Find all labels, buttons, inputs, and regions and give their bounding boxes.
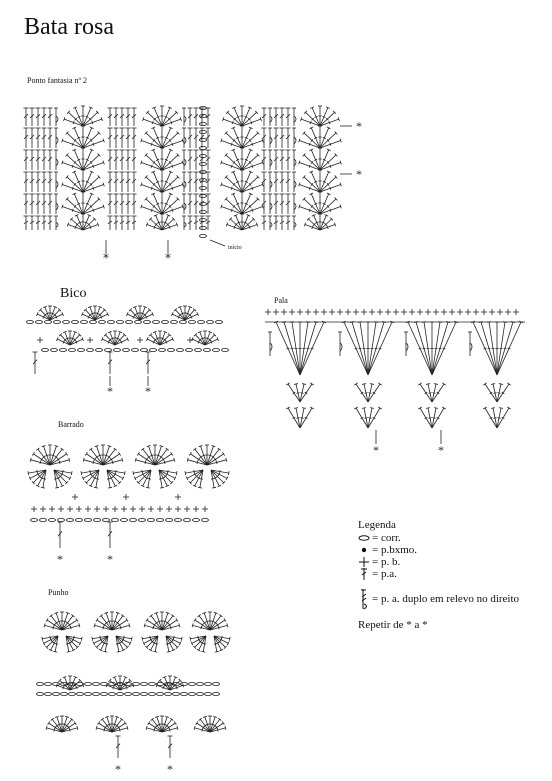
fan-stitch-bar — [201, 626, 202, 629]
fan-stitch-top — [179, 623, 180, 627]
fan-stitch-bar — [113, 686, 114, 689]
fan-stitch-top — [144, 623, 145, 627]
fan-stitch-bar — [70, 626, 71, 629]
double-crochet-icon — [358, 568, 372, 580]
punho-chain — [93, 682, 100, 685]
fan-stitch-top — [215, 651, 219, 652]
punho-chain — [141, 682, 148, 685]
fan-stitch-bar — [126, 686, 127, 689]
fan-stitch-top — [74, 721, 76, 724]
legend — [358, 518, 519, 632]
punho-chain — [141, 692, 148, 695]
fan-stitch-bar — [155, 644, 158, 645]
punho-chain — [205, 692, 212, 695]
fan-stitch-bar — [53, 626, 54, 629]
fan-stitch-top — [42, 637, 43, 641]
legend-item-dc — [358, 568, 519, 580]
repeat-star: * — [107, 384, 113, 398]
fan-stitch-top — [98, 721, 100, 724]
front-post-double-icon — [358, 588, 372, 610]
fan-stitch-top — [153, 651, 157, 652]
fan-stitch-bar — [105, 644, 108, 645]
fan-stitch-top — [201, 651, 205, 652]
slip-stitch-icon — [358, 544, 372, 556]
fan-stitch-bar — [63, 686, 64, 689]
barrado-label: Barrado — [58, 420, 84, 429]
fan-stitch-top — [131, 637, 132, 641]
legend-text-sc: = p. b. — [372, 556, 401, 568]
fan-stitch-top — [129, 623, 130, 627]
fan-stitch-bar — [120, 626, 121, 629]
fan-stitch-top — [190, 637, 191, 641]
ponto-fantasia-label: Ponto fantasia nº 2 — [27, 76, 88, 85]
fan-stitch-top — [67, 651, 71, 652]
fan-stitch-top — [48, 721, 50, 724]
fan-stitch-bar — [76, 686, 77, 689]
punho-chain — [133, 692, 140, 695]
repeat-note: Repetir de * a * — [358, 619, 428, 631]
fan-stitch-top — [181, 637, 182, 641]
fan-stitch-top — [124, 721, 126, 724]
fan-stitch-bar — [211, 621, 214, 622]
fan-stitch-top — [229, 637, 230, 641]
fan-stitch-top — [79, 623, 80, 627]
fan-stitch-bar — [113, 621, 116, 622]
legend-item-fpdc — [358, 588, 519, 610]
fan-stitch-bar — [170, 626, 171, 629]
punho-chain — [125, 692, 132, 695]
fan-stitch-bar — [154, 728, 155, 731]
fan-stitch-bar — [158, 621, 161, 622]
fan-stitch-bar — [74, 636, 75, 639]
fan-stitch-top — [44, 623, 45, 627]
fan-stitch-top — [76, 618, 78, 621]
punho-chain — [149, 692, 156, 695]
punho-chain — [213, 692, 220, 695]
repeat-star: * — [103, 251, 109, 265]
punho-chain — [101, 692, 108, 695]
punho-label: Punho — [48, 588, 69, 597]
punho-chain — [53, 682, 60, 685]
legend-title: Legenda — [358, 519, 396, 531]
punho-chain — [181, 692, 188, 695]
fan-stitch-top — [222, 721, 224, 724]
repeat-star: * — [167, 762, 173, 776]
punho-chain — [85, 692, 92, 695]
punho-chain — [133, 682, 140, 685]
fan-stitch-top — [227, 623, 228, 627]
fan-stitch-bar — [222, 636, 223, 639]
fan-stitch-bar — [63, 621, 66, 622]
punho-chain — [53, 692, 60, 695]
legend-text-slip: = p.bxmo. — [372, 544, 418, 556]
fan-stitch-top — [146, 618, 148, 621]
punho-chain — [149, 682, 156, 685]
fan-stitch-top — [167, 651, 171, 652]
fan-stitch-top — [126, 618, 128, 621]
punho-chain — [101, 682, 108, 685]
fan-stitch-top — [194, 726, 195, 730]
fan-stitch-top — [96, 726, 97, 730]
repeat-star: * — [115, 762, 121, 776]
punho-chain — [197, 692, 204, 695]
punho-chain — [45, 682, 52, 685]
fan-stitch-bar — [108, 621, 111, 622]
fan-stitch-top — [103, 651, 107, 652]
repeat-star: * — [356, 119, 362, 133]
fan-stitch-bar — [103, 626, 104, 629]
bico-label: Bico — [60, 286, 87, 301]
fan-stitch-bar — [176, 686, 177, 689]
fan-stitch-top — [148, 721, 150, 724]
repeat-star: * — [107, 552, 113, 566]
fan-stitch-bar — [124, 636, 125, 639]
punho-chain — [189, 682, 196, 685]
punho-chain — [37, 692, 44, 695]
fan-stitch-top — [142, 637, 143, 641]
legend-text-dc: = p.a. — [372, 568, 397, 580]
legend-text-fpdc: = p. a. duplo em relevo no direito — [372, 593, 520, 605]
punho-chain — [45, 692, 52, 695]
fan-stitch-bar — [202, 728, 203, 731]
punho-chain — [189, 692, 196, 695]
fan-stitch-top — [127, 726, 128, 730]
punho-chain — [77, 692, 84, 695]
fan-stitch-top — [146, 726, 147, 730]
punho-chain — [61, 692, 68, 695]
fan-stitch-top — [174, 721, 176, 724]
fan-stitch-top — [177, 726, 178, 730]
fan-stitch-top — [92, 637, 93, 641]
fan-stitch-bar — [58, 621, 61, 622]
repeat-star: * — [145, 384, 151, 398]
fan-stitch-top — [117, 651, 121, 652]
start-label: início — [228, 245, 242, 251]
fan-stitch-top — [94, 623, 95, 627]
fan-stitch-top — [77, 726, 78, 730]
fan-stitch-bar — [55, 644, 58, 645]
legend-text-chain: = corr. — [372, 532, 401, 544]
fan-stitch-top — [96, 618, 98, 621]
fan-stitch-bar — [104, 728, 105, 731]
punho-chain — [157, 692, 164, 695]
fan-stitch-top — [192, 623, 193, 627]
punho-chain — [85, 682, 92, 685]
fan-stitch-bar — [163, 686, 164, 689]
fan-stitch-top — [225, 726, 226, 730]
punho-chain — [117, 692, 124, 695]
punho-chain — [205, 682, 212, 685]
punho-chain — [109, 692, 116, 695]
single-crochet-icon — [358, 556, 372, 568]
fan-stitch-top — [81, 637, 82, 641]
fan-stitch-top — [46, 726, 47, 730]
fan-stitch-top — [53, 651, 57, 652]
repeat-star: * — [356, 167, 362, 181]
repeat-star: * — [165, 251, 171, 265]
repeat-star: * — [373, 443, 379, 457]
punho-chain — [197, 682, 204, 685]
fan-stitch-top — [194, 618, 196, 621]
fan-stitch-bar — [203, 644, 206, 645]
fan-stitch-top — [224, 618, 226, 621]
punho-chain — [213, 682, 220, 685]
page-title: Bata rosa — [24, 14, 114, 40]
fan-stitch-bar — [218, 626, 219, 629]
fan-stitch-bar — [174, 636, 175, 639]
fan-stitch-top — [176, 618, 178, 621]
fan-stitch-bar — [153, 626, 154, 629]
fan-stitch-bar — [54, 728, 55, 731]
punho-chain — [165, 692, 172, 695]
fan-stitch-bar — [206, 621, 209, 622]
fan-stitch-top — [196, 721, 198, 724]
punho-chain — [93, 692, 100, 695]
fan-stitch-top — [46, 618, 48, 621]
repeat-star: * — [438, 443, 444, 457]
chain-icon — [358, 532, 372, 544]
punho-chain — [37, 682, 44, 685]
pala-label: Pala — [274, 296, 288, 305]
punho-chain — [173, 692, 180, 695]
fan-stitch-bar — [163, 621, 166, 622]
repeat-star: * — [57, 552, 63, 566]
punho-chain — [69, 692, 76, 695]
punho-chain — [181, 682, 188, 685]
